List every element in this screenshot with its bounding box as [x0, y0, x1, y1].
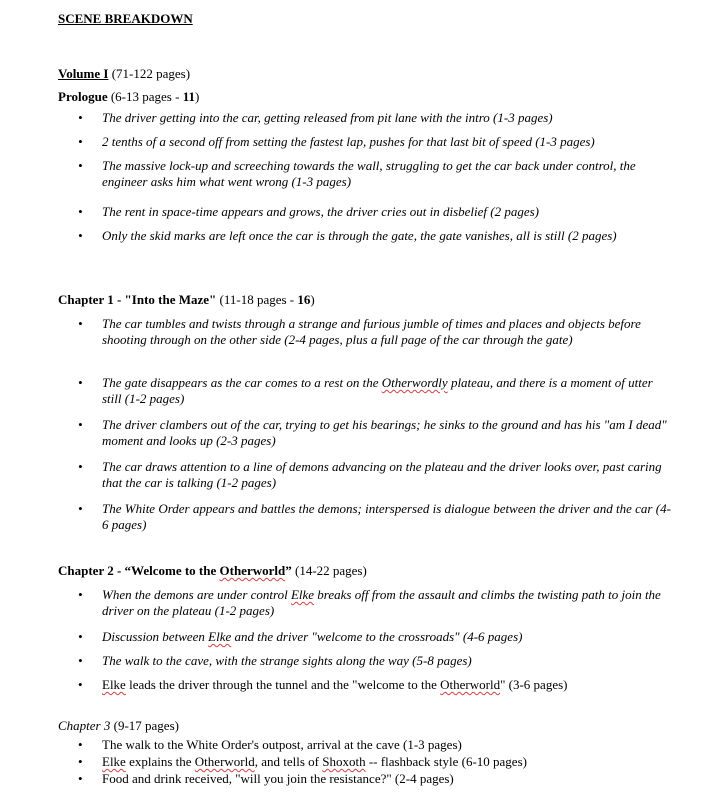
- list-item-text: The car draws attention to a line of demons advancing on the plateau and the driver looks over, past caring that the car is talking (1-2 pages): [102, 459, 662, 490]
- list-item-text: 2 tenths of a second off from setting the fastest lap, pushes for that last bit of speed (1-3 pages): [102, 134, 595, 149]
- chapter2-name-b: Otherworld: [219, 563, 286, 578]
- list-item: [78, 228, 672, 264]
- list-item: [78, 629, 672, 653]
- list-item-text: breaks off from the assault and climbs the twisting path to join the driver on the plateau (1-2 pages): [102, 587, 661, 618]
- prologue-total: 11: [182, 89, 195, 104]
- list-item-text: Food and drink received, "will you join the resistance?" (2-4 pages): [102, 771, 454, 786]
- list-item: [78, 753, 672, 770]
- list-item-text: leads the driver through the tunnel and the "welcome to the: [125, 677, 441, 692]
- list-item-text: The White Order appears and battles the demons; interspersed is dialogue between the driver and the car (4-6 pages): [102, 501, 671, 532]
- chapter1-pages: (11-18 pages -: [216, 292, 298, 307]
- bullet-icon: •: [78, 417, 83, 432]
- chapter3-pages: (9-17 pages): [110, 718, 179, 733]
- list-item-text: The driver clambers out of the car, trying to get his bearings; he sinks to the ground and has his "am I dead" moment and looks up (2-3 pages): [102, 417, 667, 448]
- list-item: [78, 501, 672, 537]
- chapter2-name-a: Chapter 2 - “Welcome to the: [58, 563, 220, 578]
- chapter3-heading: [58, 718, 179, 734]
- bullet-icon: •: [78, 228, 83, 243]
- prologue-close: ): [194, 89, 200, 104]
- list-item-text: " (3-6 pages): [500, 677, 568, 692]
- chapter1-name: Chapter 1 - "Into the Maze": [58, 292, 217, 307]
- list-item-text: When the demons are under control: [102, 587, 291, 602]
- chapter2-list: [78, 587, 672, 701]
- list-item: [78, 653, 672, 677]
- volume-name: Volume I: [58, 66, 109, 81]
- bullet-icon: •: [78, 754, 83, 769]
- bullet-icon: •: [78, 316, 83, 331]
- bullet-icon: •: [78, 459, 83, 474]
- prologue-list: [78, 110, 672, 264]
- bullet-icon: •: [78, 158, 83, 173]
- list-item-text: Otherworld: [440, 677, 501, 692]
- volume-heading: [58, 66, 190, 82]
- chapter2-name: [58, 563, 292, 578]
- bullet-icon: •: [78, 134, 83, 149]
- list-item-text: and the driver "welcome to the crossroads" (4-6 pages): [231, 629, 523, 644]
- list-item: [78, 417, 672, 459]
- list-item: [78, 204, 672, 228]
- list-item-text: Elke: [102, 677, 126, 692]
- prologue-pages: (6-13 pages -: [107, 89, 183, 104]
- list-item: [78, 316, 672, 375]
- volume-pages: (71-122 pages): [108, 66, 191, 81]
- list-item-text: The walk to the cave, with the strange sights along the way (5-8 pages): [102, 653, 472, 668]
- list-item-text: plateau, and there is a moment of utter still (1-2 pages): [102, 375, 653, 406]
- list-item-text: Otherwordly: [381, 375, 448, 390]
- list-item-text: Elke: [102, 754, 126, 769]
- list-item: [78, 677, 672, 701]
- bullet-icon: •: [78, 771, 83, 786]
- list-item: [78, 587, 672, 629]
- list-item: [78, 158, 672, 204]
- document-title: SCENE BREAKDOWN: [58, 11, 193, 26]
- list-item: [78, 375, 672, 417]
- bullet-icon: •: [78, 501, 83, 516]
- list-item-text: Only the skid marks are left once the car is through the gate, the gate vanishes, all is still (2 pages): [102, 228, 617, 243]
- chapter1-total: 16: [297, 292, 311, 307]
- bullet-icon: •: [78, 204, 83, 219]
- list-item: [78, 770, 672, 787]
- list-item-text: -- flashback style (6-10 pages): [365, 754, 527, 769]
- bullet-icon: •: [78, 587, 83, 602]
- chapter3-name: Chapter 3: [58, 718, 111, 733]
- list-item-text: The driver getting into the car, getting released from pit lane with the intro (1-3 pages): [102, 110, 553, 125]
- list-item-text: Elke: [290, 587, 315, 602]
- list-item-text: The walk to the White Order's outpost, arrival at the cave (1-3 pages): [102, 737, 462, 752]
- bullet-icon: •: [78, 653, 83, 668]
- list-item-text: Discussion between: [102, 629, 209, 644]
- prologue-heading: [58, 89, 199, 105]
- list-item: [78, 459, 672, 501]
- list-item-text: The gate disappears as the car comes to a rest on the: [102, 375, 382, 390]
- list-item: [78, 134, 672, 158]
- chapter1-close: ): [310, 292, 315, 307]
- bullet-icon: •: [78, 629, 83, 644]
- list-item-text: Shoxoth: [322, 754, 366, 769]
- chapter2-name-c: ”: [285, 563, 292, 578]
- bullet-icon: •: [78, 677, 83, 692]
- prologue-name: Prologue: [58, 89, 108, 104]
- chapter1-list: [78, 316, 672, 537]
- list-item-text: The rent in space-time appears and grows, the driver cries out in disbelief (2 pages): [102, 204, 540, 219]
- chapter2-pages: (14-22 pages): [291, 563, 367, 578]
- list-item: [78, 736, 672, 753]
- bullet-icon: •: [78, 375, 83, 390]
- list-item-text: The car tumbles and twists through a strange and furious jumble of times and places and objects before shooting through on the other side (2-4 pages, plus a full page of the car through the gate): [102, 316, 641, 347]
- list-item-text: explains the: [125, 754, 195, 769]
- list-item-text: Otherworld: [194, 754, 255, 769]
- list-item: [78, 110, 672, 134]
- chapter2-heading: [58, 563, 367, 579]
- chapter3-list: [78, 736, 672, 787]
- bullet-icon: •: [78, 110, 83, 125]
- list-item-text: , and tells of: [254, 754, 323, 769]
- list-item-text: Elke: [208, 629, 232, 644]
- chapter1-heading: [58, 292, 315, 308]
- list-item-text: The massive lock-up and screeching towards the wall, struggling to get the car back under control, the engineer asks him what went wrong (1-3 pages): [102, 158, 636, 189]
- bullet-icon: •: [78, 737, 83, 752]
